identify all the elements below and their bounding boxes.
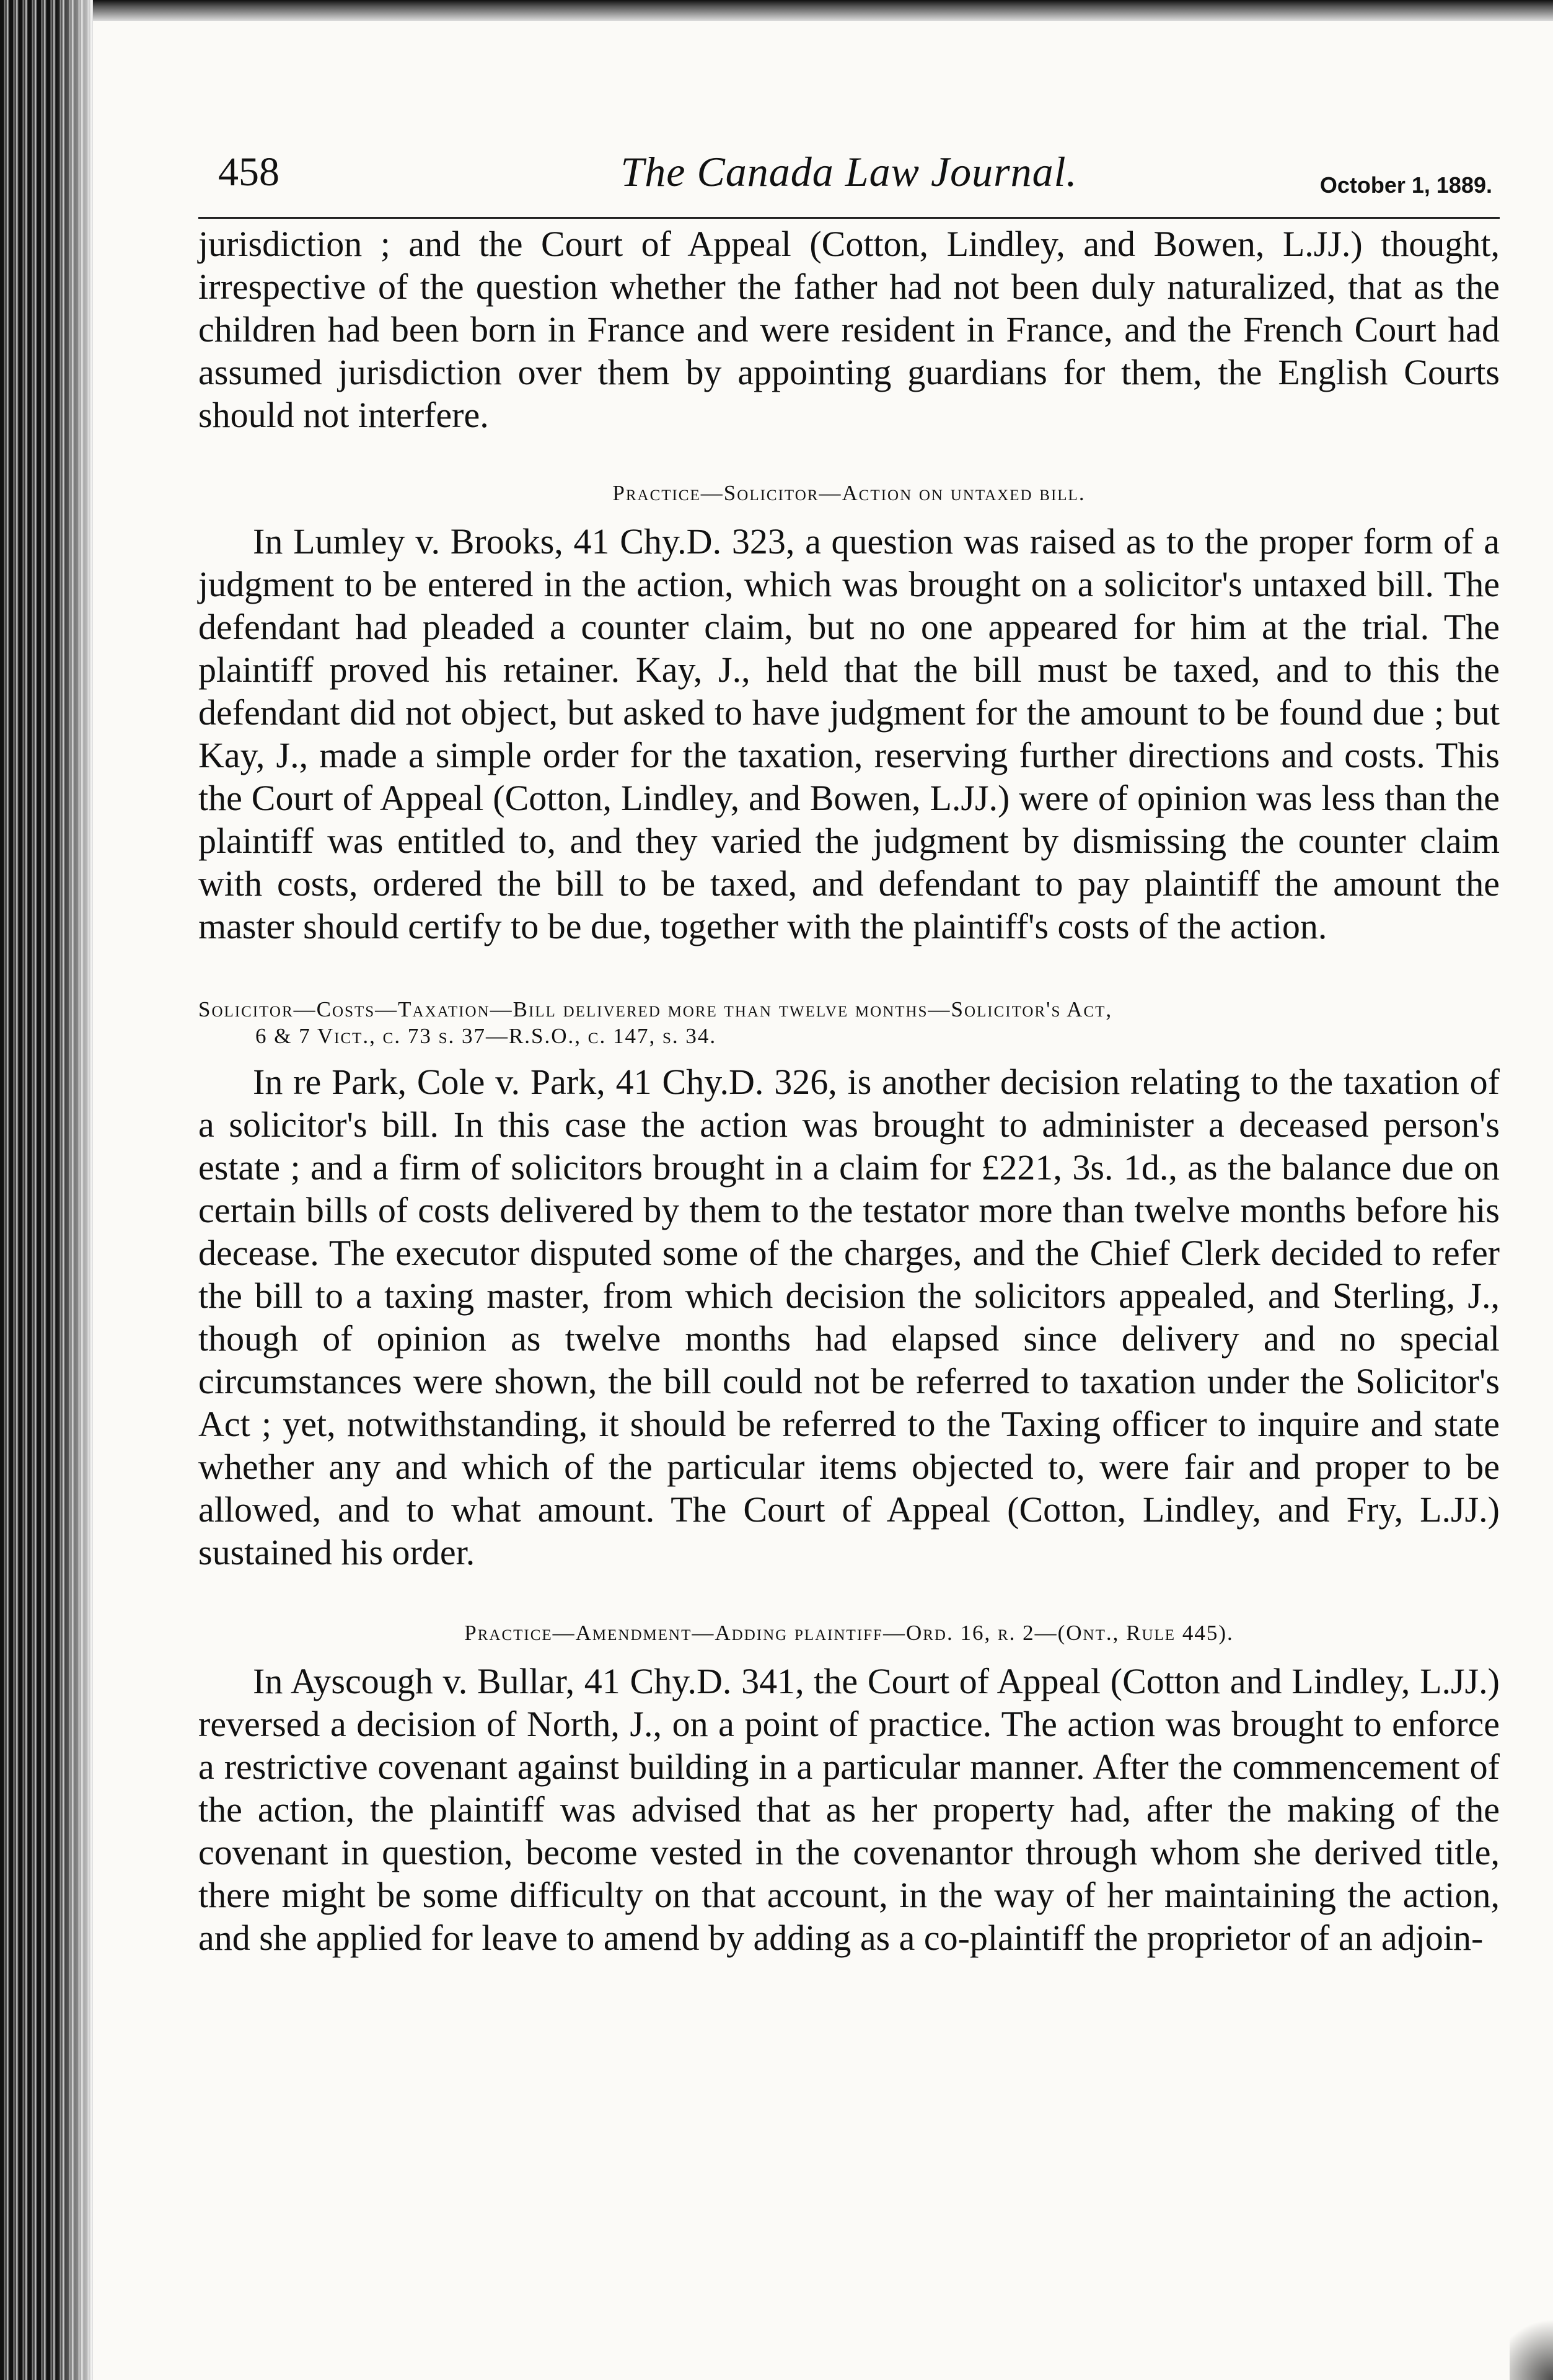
opening-paragraph: jurisdiction ; and the Court of Appeal (Cotton, Lindley, and Bowen, L.JJ.) thought, irrespective of the question whether the father had not been duly naturalized, that as the children had been born in France and were resident in France, and the French Court had assumed jurisdiction over them by appointing guardians for them, the English Courts should not interfere. bbox=[198, 224, 1500, 435]
paragraph-lumley-v-brooks: In Lumley v. Brooks, 41 Chy.D. 323, a question was raised as to the proper form of a judgment to be entered in the action, which was brought on a solicitor's untaxed bill. The defendant had pleaded a counter claim, but no one appeared for him at the trial. The plaintiff proved his retainer. Kay, J., held that the bill must be taxed, and to this the defendant did not object, but asked to have judgment for the amount to be found due ; but Kay, J., made a simple order for the taxation, reserving further directions and costs. This the Court of Appeal (Cotton, Lindley, and Bowen, L.JJ.) were of opinion was less than the plaintiff was entitled to, and they varied the judgment by dismissing the counter claim with costs, ordered the bill to be taxed, and defendant to pay plaintiff the amount the master should certify to be due, together with the plaintiff's costs of the action. bbox=[198, 521, 1500, 946]
section-heading-ayscough: Practice—Amendment—Adding plaintiff—Ord. 16, r. 2—(Ont., Rule 445). bbox=[464, 1621, 1234, 1645]
running-header bbox=[198, 124, 1500, 219]
page-top-edge bbox=[93, 0, 1553, 21]
journal-page bbox=[198, 124, 1500, 2324]
section-heading-re-park-line1: Solicitor—Costs—Taxation—Bill delivered more than twelve months—Solicitor's Act, bbox=[198, 997, 1113, 1021]
page-number: 458 bbox=[218, 149, 279, 195]
paragraph-ayscough-v-bullar: In Ayscough v. Bullar, 41 Chy.D. 341, the Court of Appeal (Cotton and Lindley, L.JJ.) reversed a decision of North, J., on a point of practice. The action was brought to enforce a restrictive covenant against building in a particular manner. After the commencement of the action, the plaintiff was advised that as her property had, after the making of the covenant in question, become vested in the covenantor through whom she derived title, there might be some difficulty on that account, in the way of her maintaining the action, and she applied for leave to amend by adding as a co-plaintiff the proprietor of an adjoin- bbox=[198, 1661, 1500, 1958]
paragraph-re-park: In re Park, Cole v. Park, 41 Chy.D. 326, is another decision relating to the taxation of a solicitor's bill. In this case the action was brought to administer a deceased person's estate ; and a firm of solicitors brought in a claim for £221, 3s. 1d., as the balance due on certain bills of costs delivered by them to the testator more than twelve months before his decease. The executor disputed some of the charges, and the Chief Clerk decided to refer the bill to a taxing master, from which decision the solicitors appealed, and Sterling, J., though of opinion as twelve months had elapsed since delivery and no special circumstances were shown, the bill could not be referred to taxation under the Solicitor's Act ; yet, notwithstanding, it should be referred to the Taxing officer to inquire and state whether any and which of the particular items objected to, were fair and proper to be allowed, and to what amount. The Court of Appeal (Cotton, Lindley, and Fry, L.JJ.) sustained his order. bbox=[198, 1062, 1500, 1572]
section-heading-re-park-line2: 6 & 7 Vict., c. 73 s. 37—R.S.O., c. 147, s. 34. bbox=[255, 1024, 717, 1048]
section-heading-lumley: Practice—Solicitor—Action on untaxed bill. bbox=[612, 481, 1086, 505]
section-heading-re-park bbox=[198, 996, 1500, 1049]
article-content bbox=[198, 219, 1500, 1959]
issue-date: October 1, 1889. bbox=[1319, 172, 1492, 198]
book-binding-edge bbox=[0, 0, 93, 2380]
journal-title: The Canada Law Journal. bbox=[620, 148, 1078, 195]
page-corner-shadow bbox=[1510, 2306, 1553, 2380]
